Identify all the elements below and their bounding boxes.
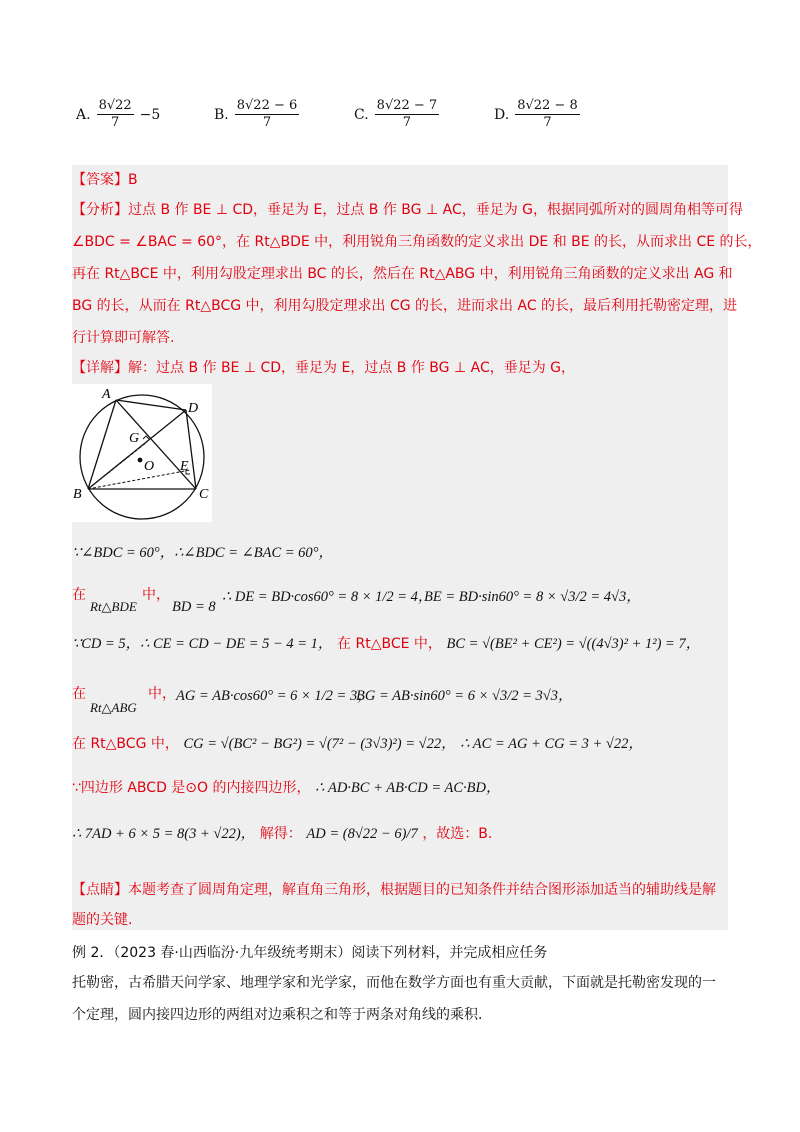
option-a bbox=[76, 98, 160, 132]
step-2-de: ∴ DE = BD·cos60° = 8 × 1/2 = 4， bbox=[222, 589, 433, 605]
segment-be bbox=[88, 470, 190, 489]
analysis-line-2: ∠BDC = ∠BAC = 60°，在 Rt△BDE 中，利用锐角三角函数的定义求出 DE 和 BE 的长，从而求出 CE 的长， bbox=[72, 234, 762, 250]
fraction-numerator: 8√22 − 6 bbox=[235, 98, 300, 115]
answer-line bbox=[72, 170, 728, 190]
label-a: A bbox=[102, 387, 111, 402]
step-2-be: BE = BD·sin60° = 8 × √3/2 = 4√3， bbox=[424, 589, 641, 605]
option-d bbox=[494, 98, 580, 132]
side-ab bbox=[88, 400, 116, 489]
step-5-tri: 在 Rt△BCG 中， bbox=[72, 736, 179, 752]
option-tail: −5 bbox=[139, 106, 161, 123]
answer-value: B bbox=[128, 172, 138, 188]
step-7 bbox=[72, 824, 728, 844]
option-letter: A. bbox=[76, 106, 91, 123]
analysis-text: 过点 B 作 BE ⊥ CD，垂足为 E，过点 B 作 BG ⊥ AC，垂足为 G，根据同弧所对的圆周角相等可得 bbox=[128, 202, 744, 218]
detail-line bbox=[72, 358, 728, 378]
label-e: E bbox=[180, 459, 189, 474]
step-4-mid: 中， bbox=[148, 686, 176, 702]
label-d: D bbox=[188, 401, 199, 416]
step-4-bg: BG = AB·sin60° = 6 × √3/2 = 3√3， bbox=[356, 688, 573, 704]
example-heading: 例 2．（2023 春·山西临汾·九年级统考期末）阅读下列材料，并完成相应任务 bbox=[72, 945, 548, 961]
step-3-tri: 在 Rt△BCE 中， bbox=[337, 636, 442, 652]
analysis-line-3: 再在 Rt△BCE 中，利用勾股定理求出 BC 的长，然后在 Rt△ABG 中，利用锐角三角函数的定义求出 AG 和 bbox=[72, 266, 733, 282]
option-letter: C. bbox=[354, 106, 369, 123]
step-7-choose: ，故选：B. bbox=[422, 826, 493, 842]
step-6 bbox=[72, 778, 728, 798]
fraction-numerator: 8√22 − 7 bbox=[375, 98, 440, 115]
option-letter: B. bbox=[214, 106, 229, 123]
step-5-ac: ∴ AC = AG + CG = 3 + √22， bbox=[460, 736, 643, 752]
step-7-eq: ∴ 7AD + 6 × 5 = 8(3 + √22)， bbox=[72, 826, 256, 842]
step-3 bbox=[72, 634, 728, 654]
step-4-triangle: Rt△ABG bbox=[90, 700, 137, 715]
comment-text: 本题考查了圆周角定理，解直角三角形，根据题目的已知条件并结合图形添加适当的辅助线是解 bbox=[128, 882, 716, 898]
step-7-ad: AD = (8√22 − 6)/7 bbox=[306, 826, 418, 842]
option-fraction bbox=[97, 98, 134, 132]
step-3-cd: ∵CD = 5，∴ CE = CD − DE = 5 − 4 = 1， bbox=[72, 636, 333, 652]
comment-line-2: 题的关键. bbox=[72, 912, 133, 928]
step-5 bbox=[72, 734, 728, 754]
fraction-denominator: 7 bbox=[402, 115, 412, 131]
example-paragraph-1: 托勒密，古希腊天问学家、地理学家和光学家，而他在数学方面也有重大贡献，下面就是托勒密发现的一 bbox=[72, 975, 716, 991]
analysis-line-1 bbox=[72, 200, 744, 220]
label-g: G bbox=[129, 431, 140, 446]
step-2-bd: BD = 8 bbox=[172, 599, 216, 615]
center-point bbox=[138, 458, 143, 463]
label-b: B bbox=[73, 487, 82, 502]
example-paragraph-2: 个定理，圆内接四边形的两组对边乘积之和等于两条对角线的乘积. bbox=[72, 1007, 483, 1023]
detail-tag: 【详解】 bbox=[72, 360, 128, 376]
label-c: C bbox=[199, 487, 209, 502]
option-b bbox=[214, 98, 299, 132]
fraction-numerator: 8√22 − 8 bbox=[515, 98, 580, 115]
step-4-ag: AG = AB·cos60° = 6 × 1/2 = 3， bbox=[176, 688, 372, 704]
analysis-line-4: BG 的长，从而在 Rt△BCG 中，利用勾股定理求出 CG 的长，进而求出 AC 的长，最后利用托勒密定理，进 bbox=[72, 298, 738, 314]
step-2-triangle: Rt△BDE bbox=[90, 599, 137, 614]
step-7-solve: 解得： bbox=[259, 826, 302, 842]
fraction-denominator: 7 bbox=[543, 115, 552, 131]
option-c bbox=[354, 98, 439, 132]
label-o: O bbox=[144, 459, 155, 474]
fraction-numerator: 8√22 bbox=[97, 98, 134, 115]
step-2-pre: 在 bbox=[72, 587, 86, 603]
geometry-figure bbox=[72, 384, 212, 522]
comment-tag: 【点睛】 bbox=[72, 882, 128, 898]
analysis-tag: 【分析】 bbox=[72, 202, 128, 218]
fraction-denominator: 7 bbox=[110, 115, 120, 131]
step-6-quad: ∵四边形 ABCD 是⊙O 的内接四边形， bbox=[72, 780, 311, 796]
option-fraction bbox=[515, 98, 580, 132]
diagonal-ac bbox=[116, 400, 199, 489]
step-1: ∵∠BDC = 60°，∴∠BDC = ∠BAC = 60°， bbox=[72, 545, 333, 561]
step-3-bc: BC = √(BE² + CE²) = √((4√3)² + 1²) = 7， bbox=[446, 636, 701, 652]
circle-diagram bbox=[72, 384, 212, 522]
fraction-denominator: 7 bbox=[262, 115, 272, 131]
step-2-mid: 中， bbox=[142, 587, 170, 603]
step-6-ptolemy: ∴ AD·BC + AB·CD = AC·BD， bbox=[315, 780, 501, 796]
answer-tag: 【答案】 bbox=[72, 172, 128, 188]
step-5-cg: CG = √(BC² − BG²) = √(7² − (3√3)²) = √22， bbox=[183, 736, 456, 752]
comment-line-1 bbox=[72, 880, 728, 900]
option-fraction bbox=[375, 98, 440, 132]
detail-intro: 解：过点 B 作 BE ⊥ CD，垂足为 E，过点 B 作 BG ⊥ AC，垂足为 G， bbox=[128, 360, 576, 376]
analysis-line-5: 行计算即可解答. bbox=[72, 330, 175, 346]
side-dc bbox=[186, 410, 196, 489]
step-4-pre: 在 bbox=[72, 686, 86, 702]
option-fraction bbox=[235, 98, 300, 132]
option-letter: D. bbox=[494, 106, 510, 123]
